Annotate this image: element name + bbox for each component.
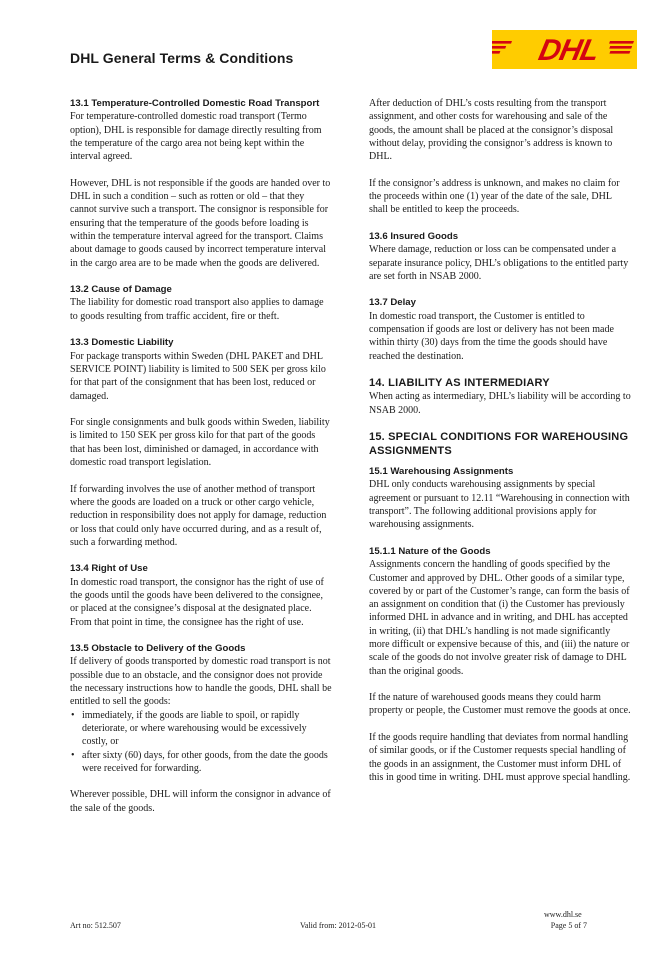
section-heading: 13.5 Obstacle to Delivery of the Goods — [70, 643, 246, 655]
paragraph: In domestic road transport, the Customer is entitled to compensation if goods are lost or delivery has not been made within thirty (30) days from the time the goods should have reached the destination. — [369, 310, 614, 362]
paragraph: If the goods require handling that deviates from normal handling of similar goods, or if the Customer requests special handling of the goods in an assignment, the Customer must inform DHL of this in good time in writing. DHL must approve special handling. — [369, 732, 631, 783]
list-item: • after sixty (60) days, for other goods, from the date the goods were received for forwarding. — [70, 749, 332, 776]
paragraph: When acting as intermediary, DHL’s liability will be according to NSAB 2000. — [369, 391, 631, 416]
chapter-heading: 15. SPECIAL CONDITIONS FOR WAREHOUSING ASSIGNMENTS — [369, 431, 629, 458]
paragraph: If the nature of warehoused goods means they could harm property or people, the Customer must remove the goods at once. — [369, 692, 631, 717]
paragraph: If forwarding involves the use of another method of transport where the goods are loaded on a truck or other cargo vehicle, reduction in responsibility does not apply for damage, reduction or loss that could only have occurred during, and as a result of, such a forwarding method. — [70, 483, 327, 548]
right-column — [369, 97, 631, 798]
paragraph: If the consignor’s address is unknown, and makes no claim for the proceeds within one (1) year of the date of the sale, DHL shall be entitled to keep the proceeds. — [369, 177, 620, 216]
paragraph: Where damage, reduction or loss can be compensated under a separate insurance policy, DHL’s obligations to the entitled party are set forth in NSAB 2000. — [369, 244, 629, 282]
section-heading: 13.4 Right of Use — [70, 563, 148, 575]
paragraph: DHL only conducts warehousing assignments by special agreement or pursuant to 12.11 “Warehousing in connection with transport”. The following additional provisions apply for warehousing assignments. — [369, 479, 630, 531]
paragraph: For package transports within Sweden (DHL PAKET and DHL SERVICE POINT) liability is limited to 500 SEK per gross kilo for that part of the consignment that has been lost, reduced or damaged. — [70, 350, 326, 402]
paragraph: If delivery of goods transported by domestic road transport is not possible due to an obstacle, and the consignor does not provide the necessary instructions how to handle the goods, DHL shall be entitled to sell the goods: — [70, 656, 332, 708]
article-number: Art no: 512.507 — [70, 921, 121, 930]
website-link[interactable]: www.dhl.se — [544, 910, 582, 919]
bullet-list — [70, 709, 332, 775]
paragraph: For temperature-controlled domestic road transport (Termo option), DHL is responsible for damage directly resulting from the temperature of the cargo area not being kept within the interval agreed. — [70, 111, 322, 163]
section-heading: 13.7 Delay — [369, 297, 416, 309]
section-heading: 13.1 Temperature-Controlled Domestic Road Transport — [70, 98, 320, 109]
chapter-heading: 14. LIABILITY AS INTERMEDIARY — [369, 377, 550, 390]
section-heading: 15.1 Warehousing Assignments — [369, 466, 514, 478]
valid-from-date: Valid from: 2012-05-01 — [300, 921, 376, 930]
paragraph: The liability for domestic road transport also applies to damage to goods resulting from traffic accident, fire or theft. — [70, 297, 324, 322]
paragraph: Wherever possible, DHL will inform the consignor in advance of the sale of the goods. — [70, 789, 331, 814]
paragraph: However, DHL is not responsible if the goods are handed over to DHL in such a condition – such as rotten or old – that they cannot survive such a transport. The consignor is responsible for ensuring that the temperature of the goods before loading is within the temperature interval agreed for the transport. Claims about damage to goods caused by incorrect temperature interval in the cargo area are to be made when the goods are delivered. — [70, 177, 331, 269]
paragraph: After deduction of DHL’s costs resulting from the transport assignment, and other costs for warehousing and sale of the goods, the amount shall be placed at the consignor’s disposal without delay, providing the consignor’s address is known to DHL. — [369, 98, 614, 163]
dhl-logo — [492, 30, 637, 69]
list-item: • immediately, if the goods are liable to spoil, or rapidly deteriorate, or where warehousing would be excessively costly, or — [70, 709, 332, 749]
paragraph: In domestic road transport, the consignor has the right of use of the goods until the goods have been delivered to the consignee, or placed at the consignee’s disposal at the designated place. From that point in time, the consignee has the right of use. — [70, 576, 324, 628]
section-heading: 13.2 Cause of Damage — [70, 284, 172, 296]
paragraph: For single consignments and bulk goods within Sweden, liability is limited to 150 SEK per gross kilo for that part of the goods that has been lost, diminished or damaged, in accordance with domestic road transport legislation. — [70, 417, 330, 469]
document-title: DHL General Terms & Conditions — [70, 50, 294, 66]
page-number: Page 5 of 7 — [550, 921, 587, 930]
section-heading: 15.1.1 Nature of the Goods — [369, 545, 491, 557]
left-column — [70, 97, 332, 828]
dhl-logo-wordmark: DHL — [535, 34, 602, 67]
paragraph: Assignments concern the handling of goods specified by the Customer and approved by DHL. Other goods of a similar type, covered by or part of the Customer’s range, can form the basis of an assignment on condition that (i) the Customer has previously informed DHL in advance and in writing, and DHL has accepted in writing, (ii) that DHL’s handling is not made significantly more difficult or expensive because of this, and (iii) the nature or scale of the goods do not involve greater risk of damage to DHL than the original goods. — [369, 559, 630, 677]
section-heading: 13.6 Insured Goods — [369, 230, 459, 242]
section-heading: 13.3 Domestic Liability — [70, 337, 174, 349]
